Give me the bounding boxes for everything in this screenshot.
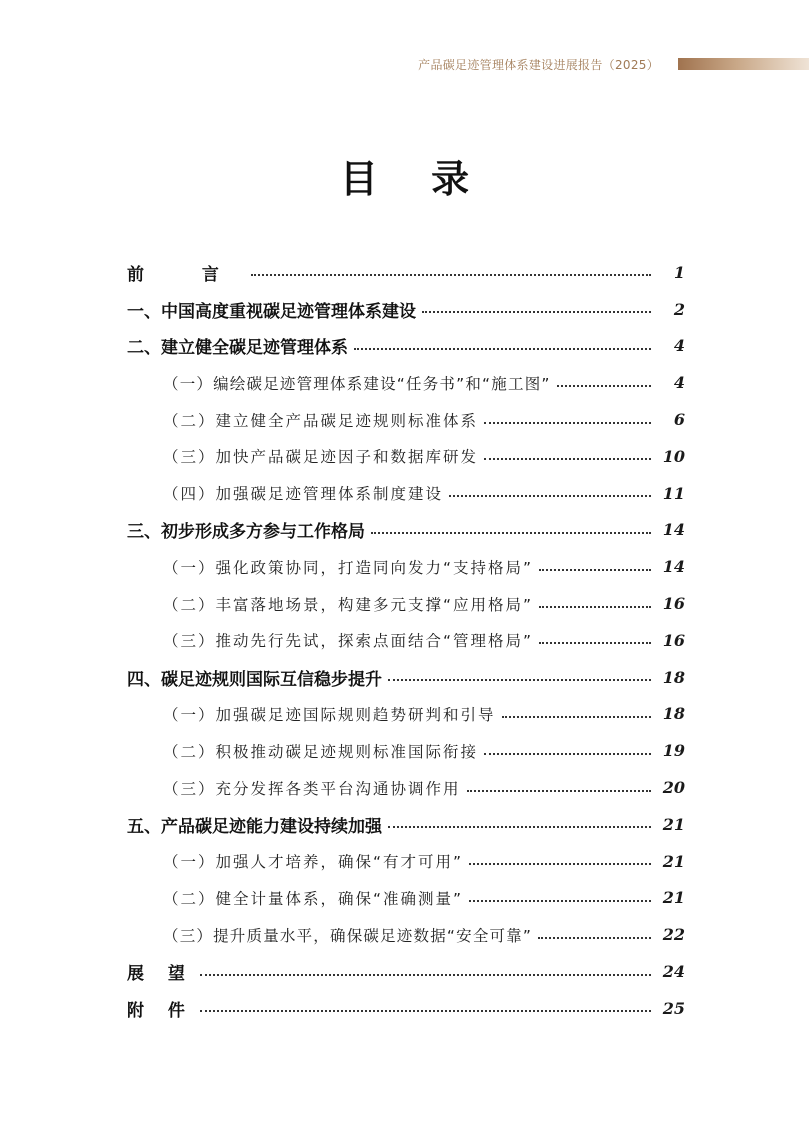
toc-entry-appendix[interactable]: [127, 990, 685, 1027]
toc-entry-section-5-3[interactable]: [127, 916, 685, 953]
toc-entry-chapter-3[interactable]: [127, 512, 685, 549]
running-header: 产品碳足迹管理体系建设进展报告（2025）: [418, 58, 659, 72]
toc-page-number: 16: [662, 594, 685, 614]
toc-entry-label: （一）加强碳足迹国际规则趋势研判和引导: [163, 705, 496, 724]
toc-page-number: 21: [662, 851, 685, 871]
toc-page-number: 6: [673, 410, 685, 430]
toc-entry-section-4-1[interactable]: [127, 696, 685, 733]
toc-entry-section-2-1[interactable]: [127, 364, 685, 401]
toc-page-number: 24: [662, 962, 685, 982]
toc-page-number: 16: [662, 630, 685, 650]
toc-page-number: 14: [662, 520, 685, 540]
toc-entry-label: （二）建立健全产品碳足迹规则标准体系: [163, 411, 479, 430]
toc-entry-label: （二）积极推动碳足迹规则标准国际衔接: [163, 742, 479, 761]
toc-page-number: 10: [662, 446, 685, 466]
toc-entry-label: 前 言: [127, 264, 245, 285]
toc-leader-dots: [449, 495, 651, 497]
toc-page-number: 20: [662, 778, 685, 798]
toc-page-number: 19: [662, 741, 685, 761]
toc-leader-dots: [539, 569, 651, 571]
toc-leader-dots: [251, 274, 651, 276]
toc-entry-label: （三）提升质量水平，确保碳足迹数据“安全可靠”: [163, 926, 533, 945]
toc-entry-section-2-2[interactable]: [127, 401, 685, 438]
toc-entry-preface[interactable]: [127, 254, 685, 291]
toc-page-number: 11: [662, 483, 685, 503]
toc-entry-section-5-2[interactable]: [127, 880, 685, 917]
toc-entry-section-4-3[interactable]: [127, 769, 685, 806]
toc-leader-dots: [557, 385, 651, 387]
toc-page-number: 18: [662, 667, 685, 687]
toc-leader-dots: [467, 790, 651, 792]
toc-leader-dots: [200, 1010, 651, 1012]
toc-entry-chapter-1[interactable]: [127, 291, 685, 328]
toc-page-number: 4: [673, 336, 685, 356]
toc-page-number: 1: [673, 262, 685, 282]
toc-entry-chapter-4[interactable]: [127, 659, 685, 696]
toc-leader-dots: [484, 422, 651, 424]
toc-entry-label: （三）推动先行先试，探索点面结合“管理格局”: [163, 632, 534, 651]
toc-entry-section-5-1[interactable]: [127, 843, 685, 880]
toc-entry-section-2-4[interactable]: [127, 475, 685, 512]
toc-leader-dots: [484, 753, 651, 755]
toc-page-number: 21: [662, 814, 685, 834]
toc-entry-label: （三）充分发挥各类平台沟通协调作用: [163, 779, 461, 798]
toc-entry-label: 展 望: [127, 964, 194, 985]
toc-entry-section-3-1[interactable]: [127, 548, 685, 585]
toc-leader-dots: [539, 642, 651, 644]
toc-leader-dots: [388, 826, 651, 828]
toc-entry-label: （一）加强人才培养，确保“有才可用”: [163, 853, 464, 872]
toc-entry-section-4-2[interactable]: [127, 732, 685, 769]
toc-entry-section-3-2[interactable]: [127, 585, 685, 622]
toc-entry-label: （四）加强碳足迹管理体系制度建设: [163, 485, 444, 504]
toc-entry-label: 附 件: [127, 1000, 194, 1021]
toc-leader-dots: [469, 900, 651, 902]
toc-entry-label: （一）编绘碳足迹管理体系建设“任务书”和“施工图”: [163, 374, 551, 393]
toc-page-number: 22: [662, 925, 685, 945]
toc-entry-label: 四、碳足迹规则国际互信稳步提升: [127, 669, 382, 690]
toc-entry-label: （二）健全计量体系，确保“准确测量”: [163, 889, 464, 908]
toc-page-number: 18: [662, 704, 685, 724]
toc-page-number: 25: [662, 998, 685, 1018]
toc-leader-dots: [354, 348, 651, 350]
toc-page-number: 4: [673, 373, 685, 393]
page-title: 目 录: [339, 156, 490, 201]
table-of-contents: [127, 254, 685, 1027]
toc-entry-label: （二）丰富落地场景，构建多元支撑“应用格局”: [163, 595, 534, 614]
toc-page-number: 2: [673, 299, 685, 319]
toc-page-number: 21: [662, 888, 685, 908]
toc-entry-outlook[interactable]: [127, 953, 685, 990]
toc-entry-label: 二、建立健全碳足迹管理体系: [127, 338, 348, 359]
toc-entry-label: 三、初步形成多方参与工作格局: [127, 522, 365, 543]
toc-entry-label: （一）强化政策协同，打造同向发力“支持格局”: [163, 558, 534, 577]
toc-entry-label: 一、中国高度重视碳足迹管理体系建设: [127, 301, 416, 322]
toc-entry-section-3-3[interactable]: [127, 622, 685, 659]
toc-entry-label: 五、产品碳足迹能力建设持续加强: [127, 816, 382, 837]
toc-leader-dots: [200, 974, 651, 976]
toc-leader-dots: [388, 679, 651, 681]
toc-page-number: 14: [662, 557, 685, 577]
toc-leader-dots: [422, 311, 651, 313]
toc-entry-section-2-3[interactable]: [127, 438, 685, 475]
toc-entry-label: （三）加快产品碳足迹因子和数据库研发: [163, 448, 479, 467]
toc-leader-dots: [502, 716, 651, 718]
toc-leader-dots: [371, 532, 651, 534]
toc-entry-chapter-5[interactable]: [127, 806, 685, 843]
toc-leader-dots: [484, 458, 651, 460]
header-accent-bar: [678, 58, 809, 70]
toc-entry-chapter-2[interactable]: [127, 328, 685, 365]
toc-leader-dots: [539, 606, 651, 608]
toc-leader-dots: [538, 937, 651, 939]
toc-leader-dots: [469, 863, 651, 865]
